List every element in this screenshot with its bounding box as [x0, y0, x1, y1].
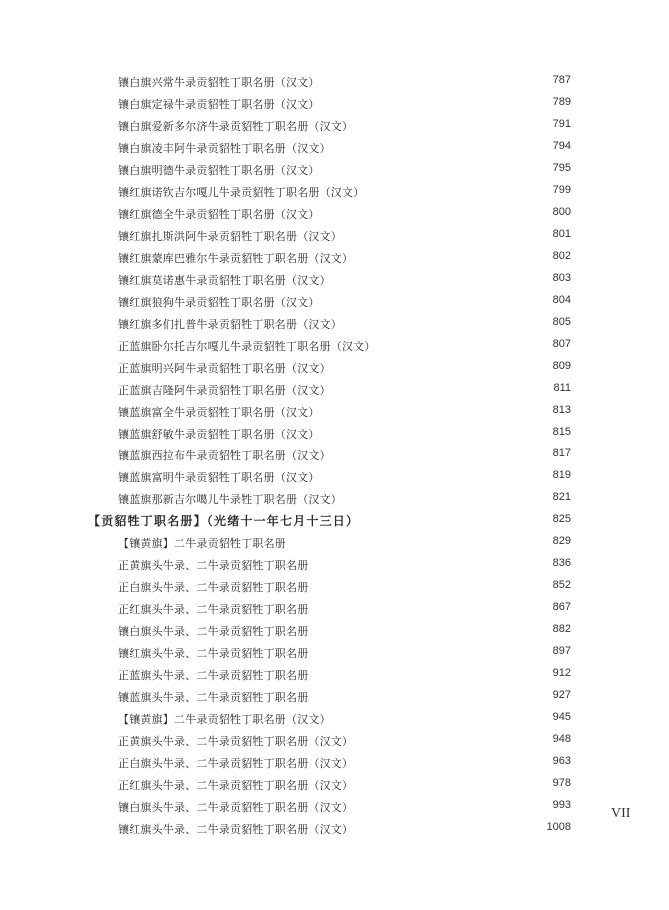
toc-entry-title: 正黄旗头牛录、二牛录贡貂牲丁职名册 — [118, 559, 309, 573]
toc-entry-title: 镶红旗头牛录、二牛录贡貂牲丁职名册（汉文） — [118, 822, 354, 836]
toc-entry-title: 镶红旗狼狗牛录贡貂牲丁职名册（汉文） — [118, 295, 320, 309]
toc-entry-page: 852 — [552, 579, 571, 592]
toc-entry — [0, 291, 669, 313]
toc-entry-title: 镶红旗头牛录、二牛录贡貂牲丁职名册 — [118, 647, 309, 661]
toc-entry-page: 813 — [552, 403, 571, 416]
toc-entry-title: 镶蓝旗那新吉尔噶儿牛录牲丁职名册（汉文） — [118, 493, 342, 507]
toc-entry-page: 819 — [552, 469, 571, 482]
toc-entry-title: 镶白旗头牛录、二牛录贡貂牲丁职名册 — [118, 625, 309, 639]
toc-entry-title: 镶白旗明德牛录贡貂牲丁职名册（汉文） — [118, 163, 320, 177]
toc-entry — [0, 247, 669, 269]
toc-entry — [0, 554, 669, 576]
toc-entry-page: 1008 — [546, 820, 571, 833]
toc-entry-title: 镶蓝旗西拉布牛录贡貂牲丁职名册（汉文） — [118, 449, 331, 463]
toc-entry-title: 【镶黄旗】二牛录贡貂牲丁职名册 — [118, 537, 286, 551]
toc-entry — [0, 159, 669, 181]
toc-entry-title: 镶红旗莫诺惠牛录贡貂牲丁职名册（汉文） — [118, 273, 331, 287]
toc-entry-title: 【镶黄旗】二牛录贡貂牲丁职名册（汉文） — [118, 713, 331, 727]
toc-entry-page: 800 — [552, 205, 571, 218]
toc-entry-title: 镶蓝旗头牛录、二牛录贡貂牲丁职名册 — [118, 691, 309, 705]
toc-entry — [0, 730, 669, 752]
toc-entry-page: 821 — [552, 491, 571, 504]
toc-entry-page: 809 — [552, 359, 571, 372]
toc-entry-page: 829 — [552, 535, 571, 548]
toc-entry-page: 912 — [552, 667, 571, 680]
toc-entry — [0, 796, 669, 818]
toc-entry — [0, 576, 669, 598]
toc-entry — [0, 532, 669, 554]
toc-entry-page: 963 — [552, 755, 571, 768]
toc-entry — [0, 401, 669, 423]
toc-entry — [0, 313, 669, 335]
toc-entry-page: 817 — [552, 447, 571, 460]
toc-entry — [0, 71, 669, 93]
toc-entry-page: 978 — [552, 777, 571, 789]
toc-entry-page: 993 — [552, 798, 571, 811]
toc-entry — [0, 488, 669, 510]
toc-entry-title: 正黄旗头牛录、二牛录贡貂牲丁职名册（汉文） — [118, 735, 354, 749]
toc-entry — [0, 642, 669, 664]
toc-entry-title: 镶蓝旗富明牛录贡貂牲丁职名册（汉文） — [118, 471, 320, 485]
toc-entry-page: 801 — [552, 227, 571, 240]
toc-entry-page: 927 — [552, 689, 571, 702]
toc-entry-page: 836 — [552, 557, 571, 570]
toc-entry-page: 789 — [552, 95, 571, 108]
toc-entry-title: 正红旗头牛录、二牛录贡貂牲丁职名册（汉文） — [118, 779, 354, 792]
toc-entry — [0, 466, 669, 488]
toc-entry-title: 正白旗头牛录、二牛录贡貂牲丁职名册（汉文） — [118, 757, 354, 771]
toc-entry — [0, 181, 669, 203]
toc-entry-title: 正蓝旗卧尔托吉尔嘎儿牛录贡貂牲丁职名册（汉文） — [118, 339, 376, 353]
toc-entry-page: 799 — [552, 183, 571, 196]
toc-entry-title: 镶红旗扎斯洪阿牛录贡貂牲丁职名册（汉文） — [118, 229, 342, 243]
toc-entry-title: 镶蓝旗富全牛录贡貂牲丁职名册（汉文） — [118, 405, 320, 419]
toc-entry-title: 镶白旗凌丰阿牛录贡貂牲丁职名册（汉文） — [118, 141, 331, 155]
toc-entry-title: 正白旗头牛录、二牛录贡貂牲丁职名册 — [118, 581, 309, 595]
toc-entry-page: 803 — [552, 271, 571, 284]
toc-entry — [0, 708, 669, 730]
toc-entry — [0, 137, 669, 159]
toc-entry-page: 791 — [552, 117, 571, 130]
toc-entry-page: 948 — [552, 733, 571, 746]
toc-entry — [0, 225, 669, 247]
toc-entry — [0, 357, 669, 379]
toc-entry-page: 807 — [552, 337, 571, 350]
toc-entry-title: 镶白旗头牛录、二牛录贡貂牲丁职名册（汉文） — [118, 800, 354, 814]
toc-entry — [0, 818, 669, 840]
toc-entry-page: 805 — [552, 315, 571, 328]
toc-entry — [0, 203, 669, 225]
toc-entry — [0, 598, 669, 620]
toc-entry — [0, 115, 669, 137]
toc-entry-title: 正蓝旗明兴阿牛录贡貂牲丁职名册（汉文） — [118, 361, 331, 375]
toc-entry-page: 882 — [552, 623, 571, 636]
toc-entry — [0, 335, 669, 357]
toc-entry — [0, 664, 669, 686]
toc-entry-title: 镶白旗爱新多尔济牛录贡貂牲丁职名册（汉文） — [118, 119, 354, 133]
toc-entry — [0, 444, 669, 466]
toc-entry-title: 镶红旗诺钦吉尔嘎儿牛录贡貂牲丁职名册（汉文） — [118, 185, 365, 199]
toc-entry-title: 镶红旗蒙库巴雅尔牛录贡貂牲丁职名册（汉文） — [118, 251, 354, 265]
toc-entry — [0, 93, 669, 115]
toc-entry — [0, 423, 669, 445]
toc-entry — [0, 620, 669, 642]
toc-entry-title: 【贡貂牲丁职名册】（光绪十一年七月十三日） — [88, 514, 360, 529]
toc-entry-page: 825 — [552, 513, 571, 526]
toc-entry-page: 794 — [552, 139, 571, 152]
toc-entry-title: 正红旗头牛录、二牛录贡貂牲丁职名册 — [118, 603, 309, 617]
toc-entry-page: 897 — [552, 645, 571, 658]
toc-entry-title: 镶红旗德全牛录贡貂牲丁职名册（汉文） — [118, 207, 320, 221]
toc-entry — [0, 379, 669, 401]
toc-entry-page: 811 — [553, 381, 571, 394]
page-number: VII — [611, 806, 631, 821]
toc-entry — [0, 269, 669, 291]
toc-entry-page: 815 — [552, 425, 571, 438]
toc-entry — [0, 774, 669, 796]
toc-entry-title: 正蓝旗吉隆阿牛录贡貂牲丁职名册（汉文） — [118, 383, 331, 397]
toc-entry-page: 787 — [552, 74, 571, 86]
toc-section-heading — [0, 510, 669, 532]
toc-entry-title: 镶白旗兴常牛录贡貂牲丁职名册（汉文） — [118, 76, 320, 89]
toc-entry-page: 867 — [552, 601, 571, 614]
toc-entry-page: 795 — [552, 161, 571, 174]
toc-entry-title: 镶红旗多们扎普牛录贡貂牲丁职名册（汉文） — [118, 317, 342, 331]
toc-entry-title: 镶蓝旗舒敏牛录贡貂牲丁职名册（汉文） — [118, 427, 320, 441]
toc-entry — [0, 686, 669, 708]
toc-entry-title: 镶白旗定禄牛录贡貂牲丁职名册（汉文） — [118, 97, 320, 111]
toc-entry-title: 正蓝旗头牛录、二牛录贡貂牲丁职名册 — [118, 669, 309, 683]
toc-entry-page: 804 — [552, 293, 571, 306]
toc-entry-page: 945 — [552, 711, 571, 724]
toc-entry — [0, 752, 669, 774]
table-of-contents — [0, 71, 669, 840]
toc-entry-page: 802 — [552, 249, 571, 262]
